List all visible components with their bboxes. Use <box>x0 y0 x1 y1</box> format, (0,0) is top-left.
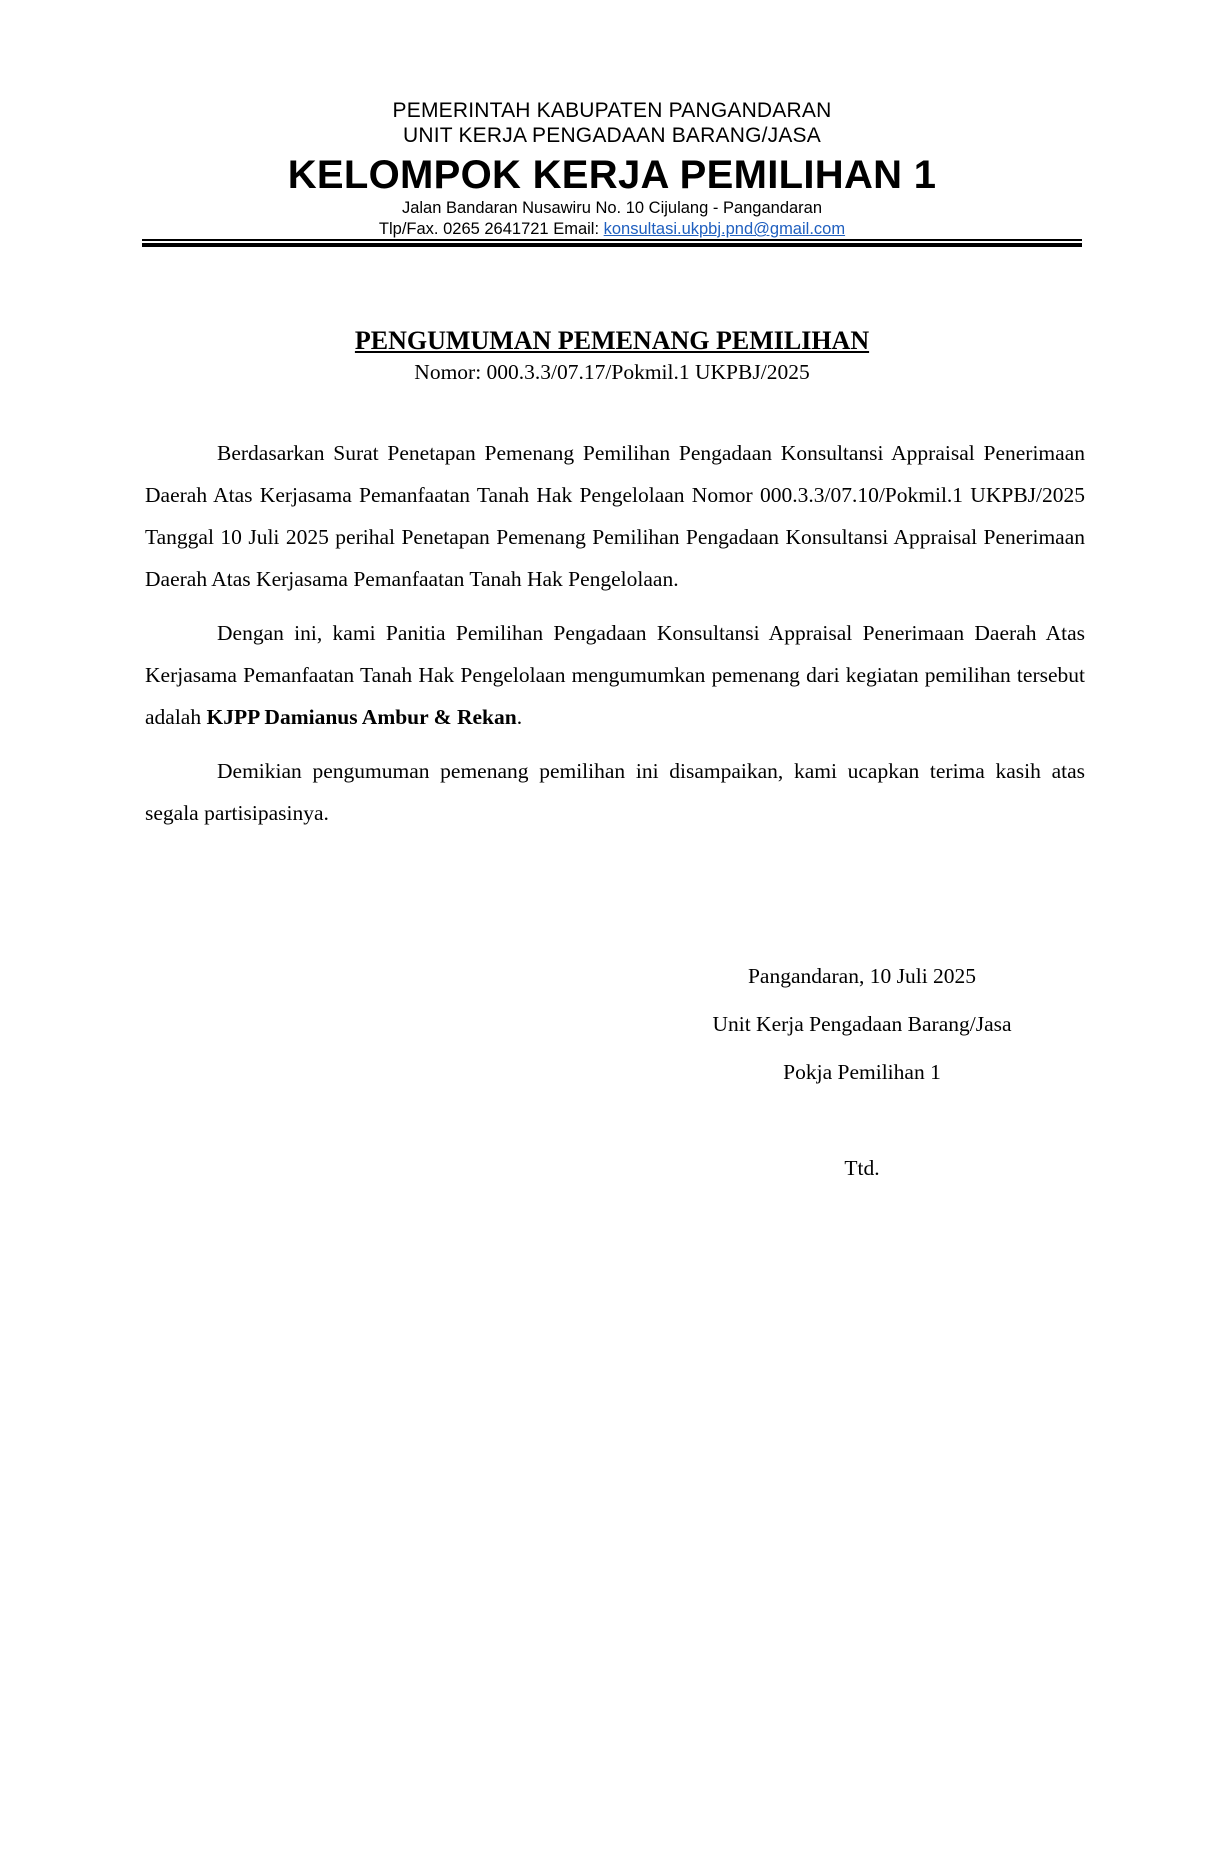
signature-unit: Unit Kerja Pengadaan Barang/Jasa <box>712 1012 1012 1036</box>
announcement-title: PENGUMUMAN PEMENANG PEMILIHAN <box>354 326 870 355</box>
signature-place-date: Pangandaran, 10 Juli 2025 <box>747 964 977 988</box>
signature-group: Pokja Pemilihan 1 <box>783 1060 941 1084</box>
signature-block <box>642 952 1082 1192</box>
letterhead-address: Jalan Bandaran Nusawiru No. 10 Cijulang - Pangandaran <box>401 199 823 217</box>
paragraph-2-end: . <box>516 705 523 729</box>
body-paragraph-1: Berdasarkan Surat Penetapan Pemenang Pemilihan Pengadaan Konsultansi Appraisal Penerimaan Daerah Atas Kerjasama Pemanfaatan Tanah Hak Pengelolaan Nomor 000.3.3/07.10/Pokmil.1 UKPBJ/2025 Tanggal 10 Juli 2025 perihal Penetapan Pemenang Pemilihan Pengadaan Konsultansi Appraisal Penerimaan Daerah Atas Kerjasama Pemanfaatan Tanah Hak Pengelolaan. <box>145 441 1085 591</box>
announcement-body <box>145 432 1085 846</box>
letterhead-title: KELOMPOK KERJA PEMILIHAN 1 <box>287 153 937 197</box>
contact-phone: Tlp/Fax. 0265 2641721 Email: <box>378 220 604 238</box>
letterhead-divider-thin <box>142 239 1082 241</box>
announcement-heading <box>142 325 1082 387</box>
email-link[interactable]: konsultasi.ukpbj.pnd@gmail.com <box>603 220 846 238</box>
signature-ttd: Ttd. <box>844 1156 880 1180</box>
paragraph-2-text: Dengan ini, kami Panitia Pemilihan Pengadaan Konsultansi Appraisal Penerimaan Daerah Atas Kerjasama Pemanfaatan Tanah Hak Pengelolaan mengumumkan pemenang dari kegiatan pemilihan tersebut adalah <box>145 621 1085 729</box>
letterhead <box>142 98 1082 240</box>
announcement-number: Nomor: 000.3.3/07.17/Pokmil.1 UKPBJ/2025 <box>414 360 810 384</box>
letterhead-government: PEMERINTAH KABUPATEN PANGANDARAN <box>392 99 832 122</box>
body-paragraph-3: Demikian pengumuman pemenang pemilihan ini disampaikan, kami ucapkan terima kasih atas segala partisipasinya. <box>145 759 1085 825</box>
letterhead-unit: UNIT KERJA PENGADAAN BARANG/JASA <box>403 124 821 147</box>
letterhead-contact <box>142 219 1082 240</box>
winner-name: KJPP Damianus Ambur & Rekan <box>206 705 517 729</box>
body-paragraph-2 <box>145 612 1085 738</box>
letterhead-divider-thick <box>142 243 1082 247</box>
